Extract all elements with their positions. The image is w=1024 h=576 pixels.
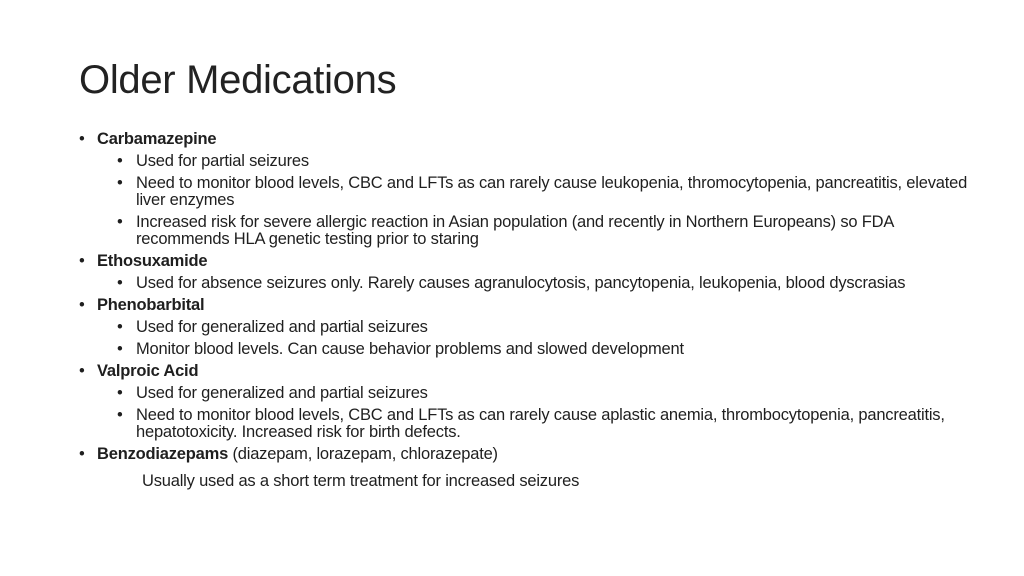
bullet-icon: •	[79, 296, 85, 314]
bullet-icon: •	[117, 213, 123, 231]
section-heading: Ethosuxamide	[97, 252, 208, 270]
list-item	[79, 214, 989, 248]
bullet-icon: •	[117, 274, 123, 292]
bullet-icon: •	[117, 174, 123, 192]
slide-content	[79, 131, 989, 490]
list-item-text: Need to monitor blood levels, CBC and LFTs as can rarely cause aplastic anemia, thrombocytopenia, pancreatitis, hepatotoxicity. Increased risk for birth defects.	[136, 406, 945, 441]
bullet-icon: •	[79, 252, 85, 270]
list-item	[79, 385, 989, 402]
list-item-text: Used for absence seizures only. Rarely causes agranulocytosis, pancytopenia, leukopenia, blood dyscrasias	[136, 274, 906, 292]
bullet-icon: •	[117, 152, 123, 170]
section-heading: Valproic Acid	[97, 362, 199, 380]
bullet-icon: •	[117, 384, 123, 402]
section-valproic-acid	[79, 363, 989, 380]
bullet-icon: •	[117, 340, 123, 358]
section-phenobarbital	[79, 297, 989, 314]
list-item	[79, 175, 989, 209]
list-item	[79, 275, 989, 292]
bullet-icon: •	[117, 318, 123, 336]
section-benzodiazepams	[79, 446, 989, 463]
bullet-icon: •	[79, 130, 85, 148]
list-item	[79, 341, 989, 358]
list-item-text: Monitor blood levels. Can cause behavior problems and slowed development	[136, 340, 684, 358]
list-item-text: Used for generalized and partial seizures	[136, 318, 428, 336]
bullet-icon: •	[79, 362, 85, 380]
section-heading: Benzodiazepams	[97, 445, 229, 463]
section-carbamazepine	[79, 131, 989, 148]
section-detail: (diazepam, lorazepam, chlorazepate)	[228, 445, 498, 463]
list-item	[79, 319, 989, 336]
section-heading: Carbamazepine	[97, 130, 217, 148]
bullet-icon: •	[79, 445, 85, 463]
section-heading: Phenobarbital	[97, 296, 205, 314]
list-item-text: Need to monitor blood levels, CBC and LFTs as can rarely cause leukopenia, thromocytopenia, pancreatitis, elevated liver enzymes	[136, 174, 968, 209]
section-note: Usually used as a short term treatment for increased seizures	[142, 472, 580, 490]
section-ethosuxamide	[79, 253, 989, 270]
list-item-text: Increased risk for severe allergic reaction in Asian population (and recently in Northern Europeans) so FDA recommends HLA genetic testing prior to staring	[136, 213, 894, 248]
bullet-icon: •	[117, 406, 123, 424]
list-item-text: Used for partial seizures	[136, 152, 309, 170]
list-item-text: Used for generalized and partial seizures	[136, 384, 428, 402]
slide-title: Older Medications	[79, 58, 397, 102]
list-item	[79, 153, 989, 170]
list-item	[79, 407, 989, 441]
